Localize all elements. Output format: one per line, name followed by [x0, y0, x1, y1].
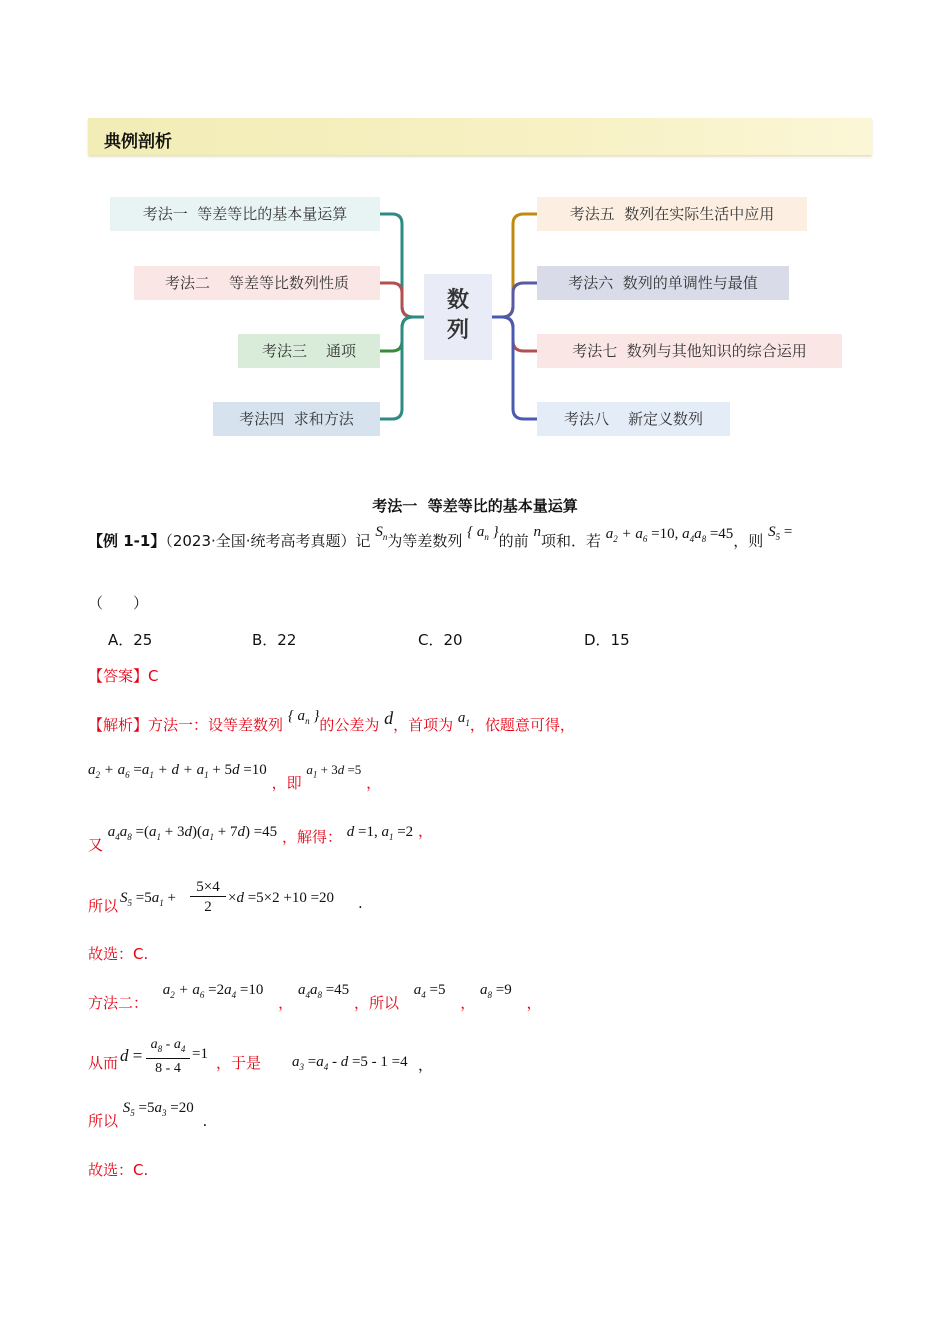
mindmap-node-right-1: 考法五 数列在实际生活中应用 — [537, 197, 807, 231]
analysis-text-6: 又 — [88, 836, 104, 854]
mindmap-node-left-1: 考法一 等差等比的基本量运算 — [110, 197, 380, 231]
section-title: 典例剖析 — [104, 132, 172, 152]
mindmap-node-left-3: 考法三 通项 — [238, 334, 380, 368]
math-a1: $a_1$ — [457, 710, 470, 728]
center-char-1: 数 — [446, 288, 469, 313]
analysis-choose-1: 故选：C. — [88, 945, 149, 963]
option-a: A．25 — [108, 631, 153, 649]
analysis-comma-4: ， — [460, 994, 476, 1012]
analysis-dot-2: . — [202, 1112, 208, 1130]
analysis-line-2 — [88, 758, 382, 792]
option-b: B．22 — [252, 631, 297, 649]
analysis-line-8 — [88, 1096, 208, 1130]
connector-left-4 — [380, 317, 424, 419]
analysis-text-10: ，所以 — [353, 994, 399, 1012]
math-S5-rhs: ×d =5×2 +10 =20 — [228, 890, 335, 906]
analysis-text-3: ，首项为 — [393, 716, 454, 734]
example-paren: （ ） — [88, 594, 149, 612]
math-Sn: $S_n$ — [375, 524, 388, 542]
analysis-dot-1: . — [358, 894, 363, 912]
option-d: D．15 — [584, 631, 630, 649]
fraction2-numerator: $a_8 - a_4$ — [146, 1036, 190, 1059]
math-eq-6: $a_4a_8 =45$ — [297, 982, 350, 1000]
mindmap-node-right-4: 考法八 新定义数列 — [537, 402, 730, 436]
analysis-text-1: 方法一：设等差数列 — [148, 716, 284, 734]
math-fraction — [190, 878, 226, 917]
math-an-seq-2: { $a_n$ } — [287, 708, 320, 726]
analysis-line-3 — [88, 820, 433, 854]
analysis-text-7: ，解得： — [281, 828, 342, 846]
math-eq-5: $a_2 + a_6 =2a_4 =10$ — [162, 982, 264, 1000]
mindmap-node-left-2: 考法二 等差等比数列性质 — [134, 266, 380, 300]
analysis-text-8: 所以 — [88, 897, 119, 915]
analysis-line-1 — [88, 708, 575, 736]
math-n: n — [533, 524, 541, 540]
answer-tag: 【答案】 — [88, 667, 149, 685]
example-tag: 【例 1-1】 — [88, 532, 166, 550]
math-eq-8: $a_8 =9$ — [480, 982, 512, 1000]
math-d-lhs: d = — [120, 1046, 143, 1065]
math-eq-4: d =1, $a_1 =2$ — [346, 824, 414, 842]
math-S5-eq: $S_5$ = — [768, 524, 793, 542]
math-S5-lhs: $S_5 =5a_1$ + — [120, 890, 176, 908]
connector-left-2 — [380, 283, 424, 317]
mindmap-node-right-3: 考法七 数列与其他知识的综合运用 — [537, 334, 842, 368]
mindmap-node-left-4: 考法四 求和方法 — [213, 402, 380, 436]
analysis-comma-1: ， — [366, 774, 382, 792]
analysis-text-2: 的公差为 — [319, 716, 380, 734]
math-d: d — [384, 708, 394, 728]
example-source: （2023·全国·统考高考真题） — [165, 532, 356, 550]
analysis-text-4: ，依题意可得， — [469, 716, 575, 734]
analysis-text-12: ，于是 — [216, 1054, 262, 1072]
analysis-comma-5: ， — [526, 994, 542, 1012]
answer-value: C — [148, 667, 159, 685]
center-char-2: 列 — [446, 318, 469, 343]
analysis-line-6 — [88, 978, 542, 1012]
analysis-text-9: 方法二： — [88, 994, 149, 1012]
method-heading: 考法一 等差等比的基本量运算 — [372, 497, 578, 515]
connector-right-4 — [492, 317, 537, 419]
mindmap-connectors — [0, 0, 950, 470]
math-an-seq: { $a_n$ } — [467, 524, 499, 542]
math-eq-10: $a_3 =a_4 - d =5 - 1 =4$ — [292, 1054, 408, 1072]
math-eq-1: $a_2 + a_6 =a_1 + d + a_1 + 5d =10$ — [88, 762, 267, 780]
answer-line — [88, 665, 159, 686]
math-eq-3: $a_4a_8 =(a_1 + 3d)(a_1 + 7d) =45$ — [107, 824, 278, 842]
mindmap-center-node — [424, 274, 492, 360]
math-eq-2: $a_1 + 3d =5$ — [306, 762, 362, 780]
math-eq-9: =1 — [192, 1046, 208, 1062]
math-eq-11: $S_5 =5a_3 =20$ — [122, 1100, 194, 1118]
analysis-text-13: 所以 — [88, 1112, 119, 1130]
example-line — [88, 524, 868, 552]
analysis-tag: 【解析】 — [88, 716, 149, 734]
example-text-1: 记 — [355, 532, 371, 550]
option-c: C．20 — [418, 631, 463, 649]
math-eq-7: $a_4 =5$ — [413, 982, 446, 1000]
math-condition: $a_2 + a_6 =10$, $a_4a_8 =45$ — [605, 526, 734, 544]
analysis-comma-3: ， — [278, 994, 294, 1012]
example-text-3: 的前 — [498, 532, 529, 550]
fraction-numerator: 5×4 — [190, 878, 226, 897]
fraction2-denominator: 8 - 4 — [155, 1060, 181, 1076]
connector-right-2 — [492, 283, 537, 317]
analysis-text-11: 从而 — [88, 1054, 119, 1072]
example-text-2: 为等差数列 — [387, 532, 463, 550]
analysis-text-5: ，即 — [271, 774, 302, 792]
math-fraction-2 — [146, 1036, 190, 1079]
example-text-5: ，则 — [733, 532, 764, 550]
fraction-denominator: 2 — [204, 899, 212, 915]
example-text-4: 项和．若 — [540, 532, 601, 550]
analysis-comma-6: ， — [418, 1056, 434, 1074]
mindmap-node-right-2: 考法六 数列的单调性与最值 — [537, 266, 789, 300]
analysis-choose-2: 故选：C. — [88, 1161, 149, 1179]
analysis-comma-2: ， — [417, 822, 433, 840]
